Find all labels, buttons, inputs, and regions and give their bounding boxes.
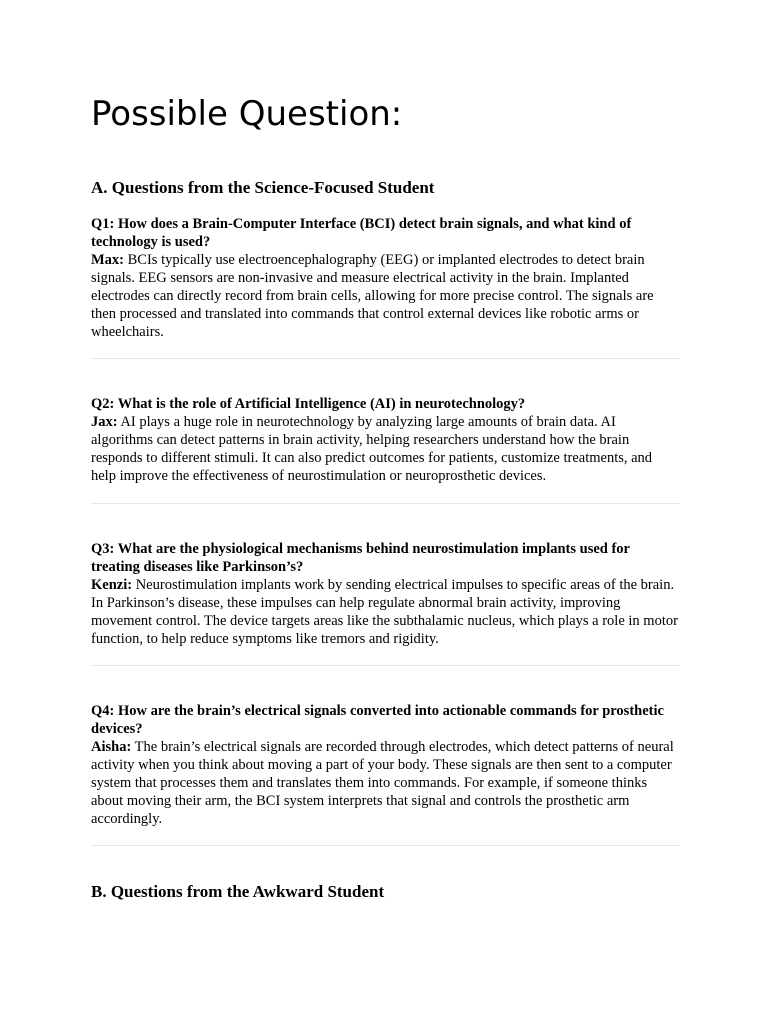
answer-text: AI plays a huge role in neurotechnology by analyzing large amounts of brain data. AI algorithms can detect patterns in brain activity, helping researchers understand how the brain responds to different stimuli. It can also predict outcomes for patients, customize treatments, and help improve the effectiveness of neurostimulation or neuroprosthetic devices. [91,414,653,484]
question-text: Q2: What is the role of Artificial Intelligence (AI) in neurotechnology? [91,396,526,412]
speaker-name: Max: [91,252,125,268]
answer-paragraph [91,738,679,828]
document-title: Possible Question: [91,94,403,134]
qa-block-q1 [91,215,679,341]
question-text: Q3: What are the physiological mechanisms behind neurostimulation implants used for treating diseases like Parkinson’s? [91,541,630,575]
question-text: Q4: How are the brain’s electrical signals converted into actionable commands for prosthetic devices? [91,703,664,737]
divider [91,845,679,846]
answer-paragraph [91,251,679,341]
answer-text: The brain’s electrical signals are recorded through electrodes, which detect patterns of neural activity when you think about moving a part of your body. These signals are then sent to a computer system that processes them and translates them into commands. For example, if someone thinks about moving their arm, the BCI system interprets that signal and controls the prosthetic arm accordingly. [91,739,674,827]
qa-block-q3 [91,540,679,648]
speaker-name: Jax: [91,414,118,430]
qa-block-q2 [91,395,679,485]
answer-text: Neurostimulation implants work by sending electrical impulses to specific areas of the brain. In Parkinson’s disease, these impulses can help regulate abnormal brain activity, improving movement control. The device targets areas like the subthalamic nucleus, which plays a role in motor function, to help reduce symptoms like tremors and rigidity. [91,577,678,647]
divider [91,665,679,666]
qa-block-q4 [91,702,679,828]
answer-paragraph [91,576,679,648]
section-heading-b: B. Questions from the Awkward Student [91,882,385,901]
speaker-name: Kenzi: [91,577,133,593]
speaker-name: Aisha: [91,739,132,755]
section-heading-a: A. Questions from the Science-Focused Student [91,178,435,197]
divider [91,358,679,359]
divider [91,503,679,504]
answer-paragraph [91,413,679,485]
question-text: Q1: How does a Brain-Computer Interface (BCI) detect brain signals, and what kind of technology is used? [91,216,632,250]
answer-text: BCIs typically use electroencephalography (EEG) or implanted electrodes to detect brain signals. EEG sensors are non-invasive and measure electrical activity in the brain. Implanted electrodes can directly record from brain cells, allowing for more precise control. The signals are then processed and translated into commands that control external devices like robotic arms or wheelchairs. [91,252,654,340]
